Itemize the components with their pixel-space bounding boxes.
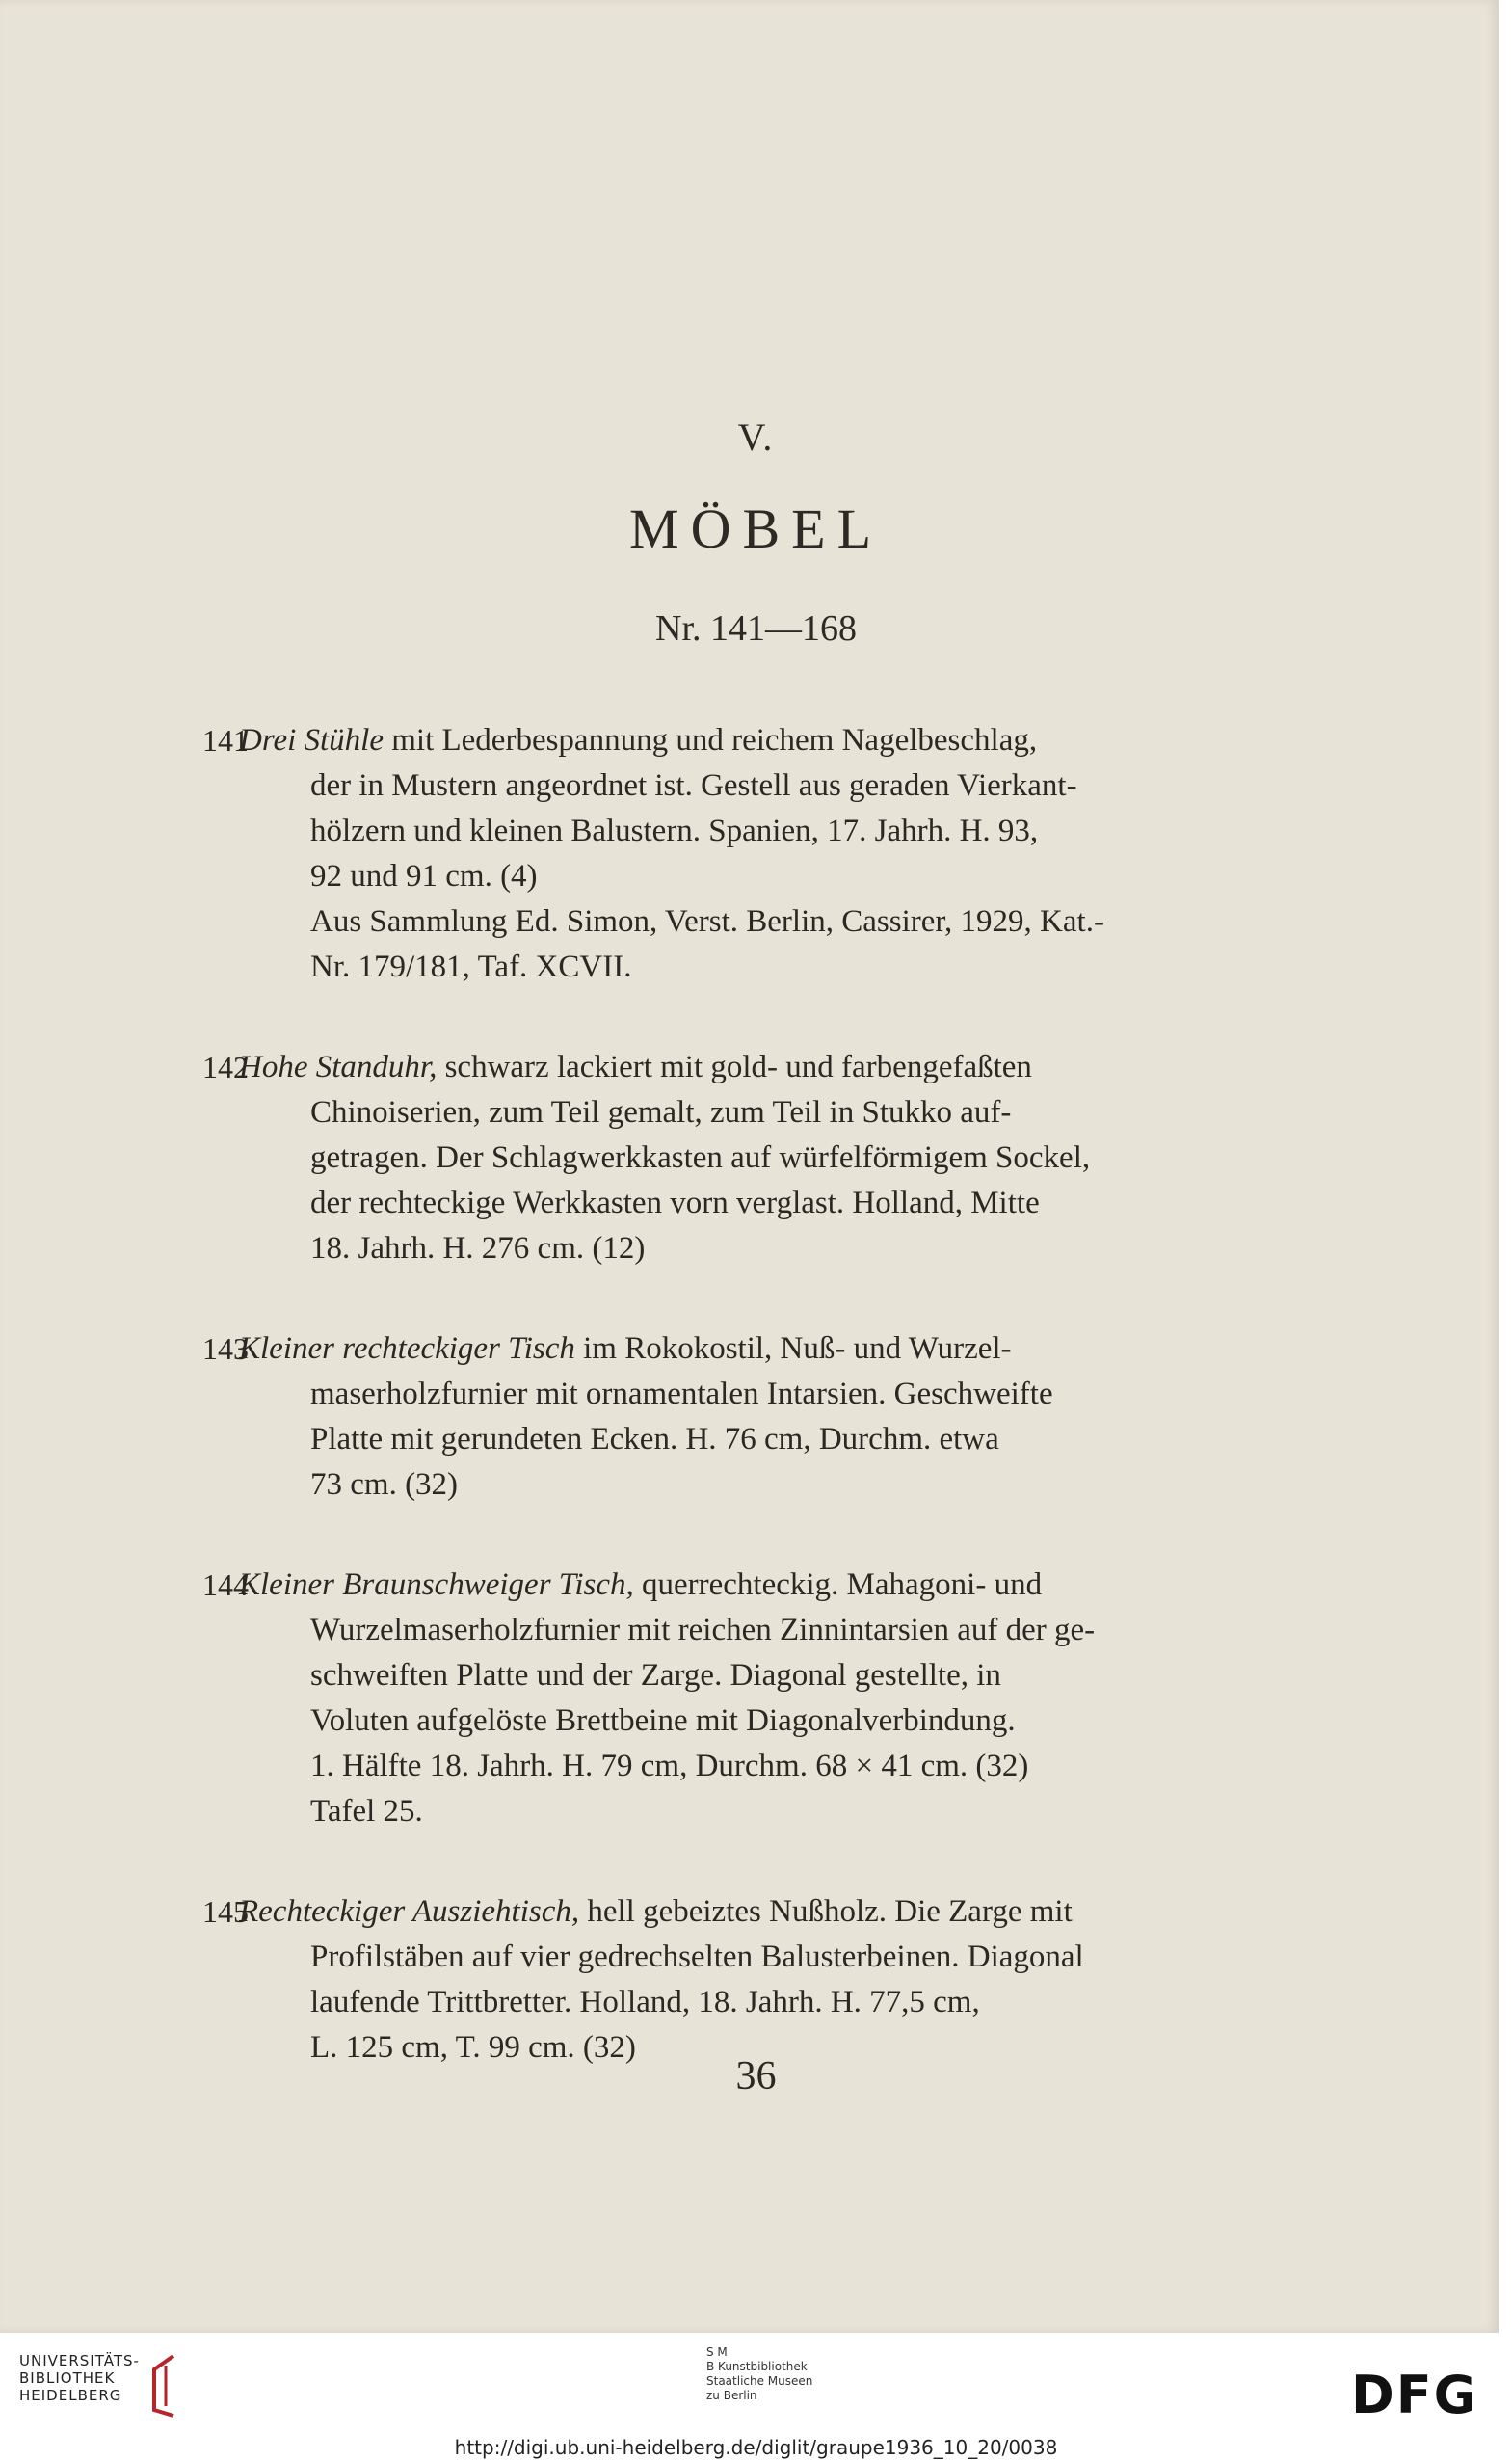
entry-text: hell gebeiztes Nußholz. Die Zarge mit xyxy=(579,1894,1073,1929)
entry-text: Nr. 179/181, Taf. XCVII. xyxy=(310,950,632,984)
entry-title: Hohe Standuhr, xyxy=(239,1050,438,1084)
entry-text: L. 125 cm, T. 99 cm. (32) xyxy=(310,2030,636,2065)
catalogue-entry xyxy=(202,1563,1262,1834)
entry-line xyxy=(275,945,1262,990)
uni-logo-line-2: BIBLIOTHEK xyxy=(19,2369,116,2387)
entry-line xyxy=(275,1181,1262,1226)
entry-text: 92 und 91 cm. (4) xyxy=(310,859,538,894)
entry-number: 142 xyxy=(202,1050,249,1084)
catalogue-entry xyxy=(202,1045,1262,1271)
entry-title: Kleiner Braunschweiger Tisch, xyxy=(239,1567,634,1602)
entry-text: schweiften Platte und der Zarge. Diagonal gestellte, in xyxy=(310,1658,1001,1693)
catalogue-entry xyxy=(202,1326,1262,1508)
catalogue-entry xyxy=(202,718,1262,990)
uni-logo-line-3: HEIDELBERG xyxy=(19,2387,122,2404)
entry-text: hölzern und kleinen Balustern. Spanien, 17. Jahrh. H. 93, xyxy=(310,814,1039,848)
university-emblem-icon xyxy=(145,2352,183,2420)
entry-description xyxy=(239,1563,1262,1834)
entry-number: 144 xyxy=(202,1567,249,1602)
entry-line xyxy=(275,1417,1262,1462)
entry-text: Chinoiserien, zum Teil gemalt, zum Teil in Stukko auf- xyxy=(310,1095,1012,1130)
item-range: Nr. 141—168 xyxy=(655,608,857,649)
entry-line xyxy=(275,1789,1262,1834)
library-stamp xyxy=(706,2345,899,2403)
entry-line xyxy=(275,1980,1262,2025)
entry-line xyxy=(275,899,1262,945)
entry-line xyxy=(275,1462,1262,1508)
entry-text: querrechteckig. Mahagoni- und xyxy=(633,1567,1043,1602)
entry-text: 1. Hälfte 18. Jahrh. H. 79 cm, Durchm. 68 × 41 cm. (32) xyxy=(310,1749,1029,1783)
catalogue-entries xyxy=(202,718,1262,2126)
entry-text: Platte mit gerundeten Ecken. H. 76 cm, Durchm. etwa xyxy=(310,1422,999,1457)
dfg-logo[interactable] xyxy=(1338,2365,1492,2422)
stamp-line-3: Staatliche Museen xyxy=(706,2374,813,2388)
entry-number: 143 xyxy=(202,1331,249,1366)
entry-number: 145 xyxy=(202,1894,249,1929)
entry-text: der in Mustern angeordnet ist. Gestell aus geraden Vierkant- xyxy=(310,768,1077,803)
entry-line xyxy=(275,1608,1262,1653)
section-title: MÖBEL xyxy=(629,497,883,560)
entry-line xyxy=(239,718,1262,763)
entry-text: schwarz lackiert mit gold- und farbengefaßten xyxy=(437,1050,1032,1084)
entry-text: 18. Jahrh. H. 276 cm. (12) xyxy=(310,1231,646,1266)
entry-text: 73 cm. (32) xyxy=(310,1467,459,1502)
entry-description xyxy=(239,718,1262,990)
entry-line xyxy=(275,1935,1262,1980)
entry-line xyxy=(239,1889,1262,1935)
entry-line xyxy=(275,1699,1262,1744)
entry-line xyxy=(275,1744,1262,1789)
entry-text: Wurzelmaserholzfurnier mit reichen Zinnintarsien auf der ge- xyxy=(310,1613,1096,1647)
entry-line xyxy=(275,1136,1262,1181)
uni-logo-line-1: UNIVERSITÄTS- xyxy=(19,2352,140,2369)
entry-description xyxy=(239,1326,1262,1508)
entry-line xyxy=(239,1045,1262,1090)
entry-text: im Rokokostil, Nuß- und Wurzel- xyxy=(574,1331,1012,1366)
entry-line xyxy=(275,854,1262,899)
entry-line xyxy=(275,809,1262,854)
entry-text: mit Lederbespannung und reichem Nagelbeschlag, xyxy=(384,723,1038,758)
entry-line xyxy=(275,1653,1262,1699)
entry-number: 141 xyxy=(202,723,249,758)
source-url-link[interactable]: http://digi.ub.uni-heidelberg.de/diglit/graupe1936_10_20/0038 xyxy=(454,2436,1058,2459)
entry-description xyxy=(239,1889,1262,2071)
entry-line xyxy=(275,763,1262,809)
entry-description xyxy=(239,1045,1262,1271)
entry-text: Aus Sammlung Ed. Simon, Verst. Berlin, Cassirer, 1929, Kat.- xyxy=(310,904,1104,939)
page-number: 36 xyxy=(735,2054,777,2099)
section-number: V. xyxy=(737,415,775,459)
entry-text: laufende Trittbretter. Holland, 18. Jahrh. H. 77,5 cm, xyxy=(310,1985,980,2020)
entry-text: der rechteckige Werkkasten vorn verglast. Holland, Mitte xyxy=(310,1186,1040,1220)
entry-title: Kleiner rechteckiger Tisch xyxy=(239,1331,575,1366)
entry-text: Tafel 25. xyxy=(310,1794,423,1829)
entry-text: maserholzfurnier mit ornamentalen Intarsien. Geschweifte xyxy=(310,1377,1053,1411)
entry-title: Rechteckiger Ausziehtisch, xyxy=(239,1894,580,1929)
entry-text: Voluten aufgelöste Brettbeine mit Diagonalverbindung. xyxy=(310,1703,1016,1738)
dfg-logo-text: DFG xyxy=(1350,2365,1479,2422)
entry-line xyxy=(239,1563,1262,1608)
entry-title: Drei Stühle xyxy=(239,723,384,758)
stamp-line-2: B Kunstbibliothek xyxy=(706,2360,808,2373)
catalogue-entry xyxy=(202,1889,1262,2071)
entry-line xyxy=(239,1326,1262,1372)
stamp-line-4: zu Berlin xyxy=(706,2389,757,2402)
entry-text: getragen. Der Schlagwerkkasten auf würfelförmigem Sockel, xyxy=(310,1140,1091,1175)
entry-line xyxy=(275,1226,1262,1271)
entry-text: Profilstäben auf vier gedrechselten Balusterbeinen. Diagonal xyxy=(310,1939,1084,1974)
entry-line xyxy=(275,1372,1262,1417)
entry-line xyxy=(275,1090,1262,1136)
stamp-line-1: S M xyxy=(706,2345,728,2359)
